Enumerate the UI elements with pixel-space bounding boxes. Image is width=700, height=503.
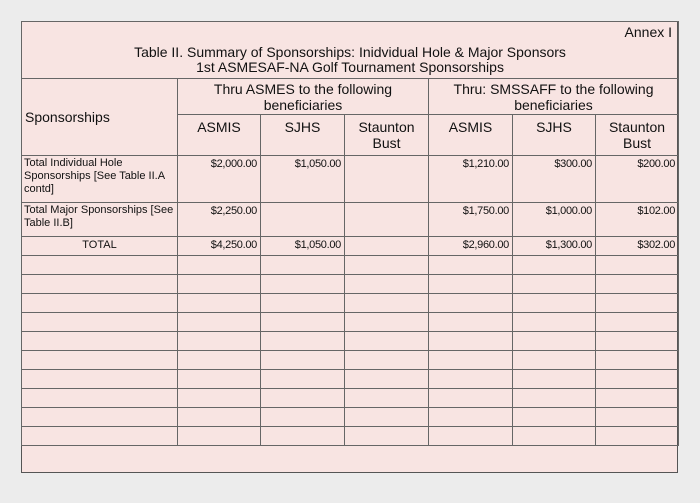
empty-row xyxy=(22,313,679,332)
cell-value: $1,050.00 xyxy=(261,237,345,256)
group-header-smssaff: Thru: SMSSAFF to the following beneficiaries xyxy=(429,79,679,115)
column-header-asmis: ASMIS xyxy=(178,115,261,156)
column-header-asmis-2: ASMIS xyxy=(429,115,513,156)
table-title xyxy=(22,43,679,79)
empty-row xyxy=(22,427,679,446)
table-row-total xyxy=(22,237,679,256)
empty-row xyxy=(22,370,679,389)
cell-value xyxy=(345,156,429,203)
empty-row xyxy=(22,256,679,275)
total-label: TOTAL xyxy=(22,237,178,256)
empty-row xyxy=(22,294,679,313)
column-header-staunton-bust-2: Staunton Bust xyxy=(596,115,679,156)
table-title-line1: Table II. Summary of Sponsorships: Inidvidual Hole & Major Sponsors xyxy=(134,44,566,60)
empty-row xyxy=(22,275,679,294)
cell-value: $1,750.00 xyxy=(429,203,513,237)
empty-row xyxy=(22,332,679,351)
cell-value: $4,250.00 xyxy=(178,237,261,256)
empty-row xyxy=(22,351,679,370)
cell-value: $1,210.00 xyxy=(429,156,513,203)
cell-value xyxy=(345,203,429,237)
cell-value xyxy=(345,237,429,256)
cell-value: $1,300.00 xyxy=(513,237,596,256)
cell-value: $1,050.00 xyxy=(261,156,345,203)
cell-value: $1,000.00 xyxy=(513,203,596,237)
column-header-sjhs: SJHS xyxy=(261,115,345,156)
cell-value: $102.00 xyxy=(596,203,679,237)
table-row xyxy=(22,156,679,203)
sponsorships-header: Sponsorships xyxy=(22,79,178,156)
table-row xyxy=(22,203,679,237)
cell-value: $300.00 xyxy=(513,156,596,203)
cell-value xyxy=(261,203,345,237)
cell-value: $2,250.00 xyxy=(178,203,261,237)
cell-value: $200.00 xyxy=(596,156,679,203)
row-label: Total Major Sponsorships [See Table II.B] xyxy=(22,203,178,237)
cell-value: $2,960.00 xyxy=(429,237,513,256)
table-title-line2: 1st ASMESAF-NA Golf Tournament Sponsorships xyxy=(196,59,504,75)
cell-value: $302.00 xyxy=(596,237,679,256)
empty-row xyxy=(22,389,679,408)
column-header-staunton-bust: Staunton Bust xyxy=(345,115,429,156)
group-header-asmes: Thru ASMES to the following beneficiaries xyxy=(178,79,429,115)
cell-value: $2,000.00 xyxy=(178,156,261,203)
sponsorship-summary-table xyxy=(21,21,679,446)
annex-label: Annex I xyxy=(22,22,679,44)
empty-row xyxy=(22,408,679,427)
column-header-sjhs-2: SJHS xyxy=(513,115,596,156)
row-label: Total Individual Hole Sponsorships [See Table II.A contd] xyxy=(22,156,178,203)
